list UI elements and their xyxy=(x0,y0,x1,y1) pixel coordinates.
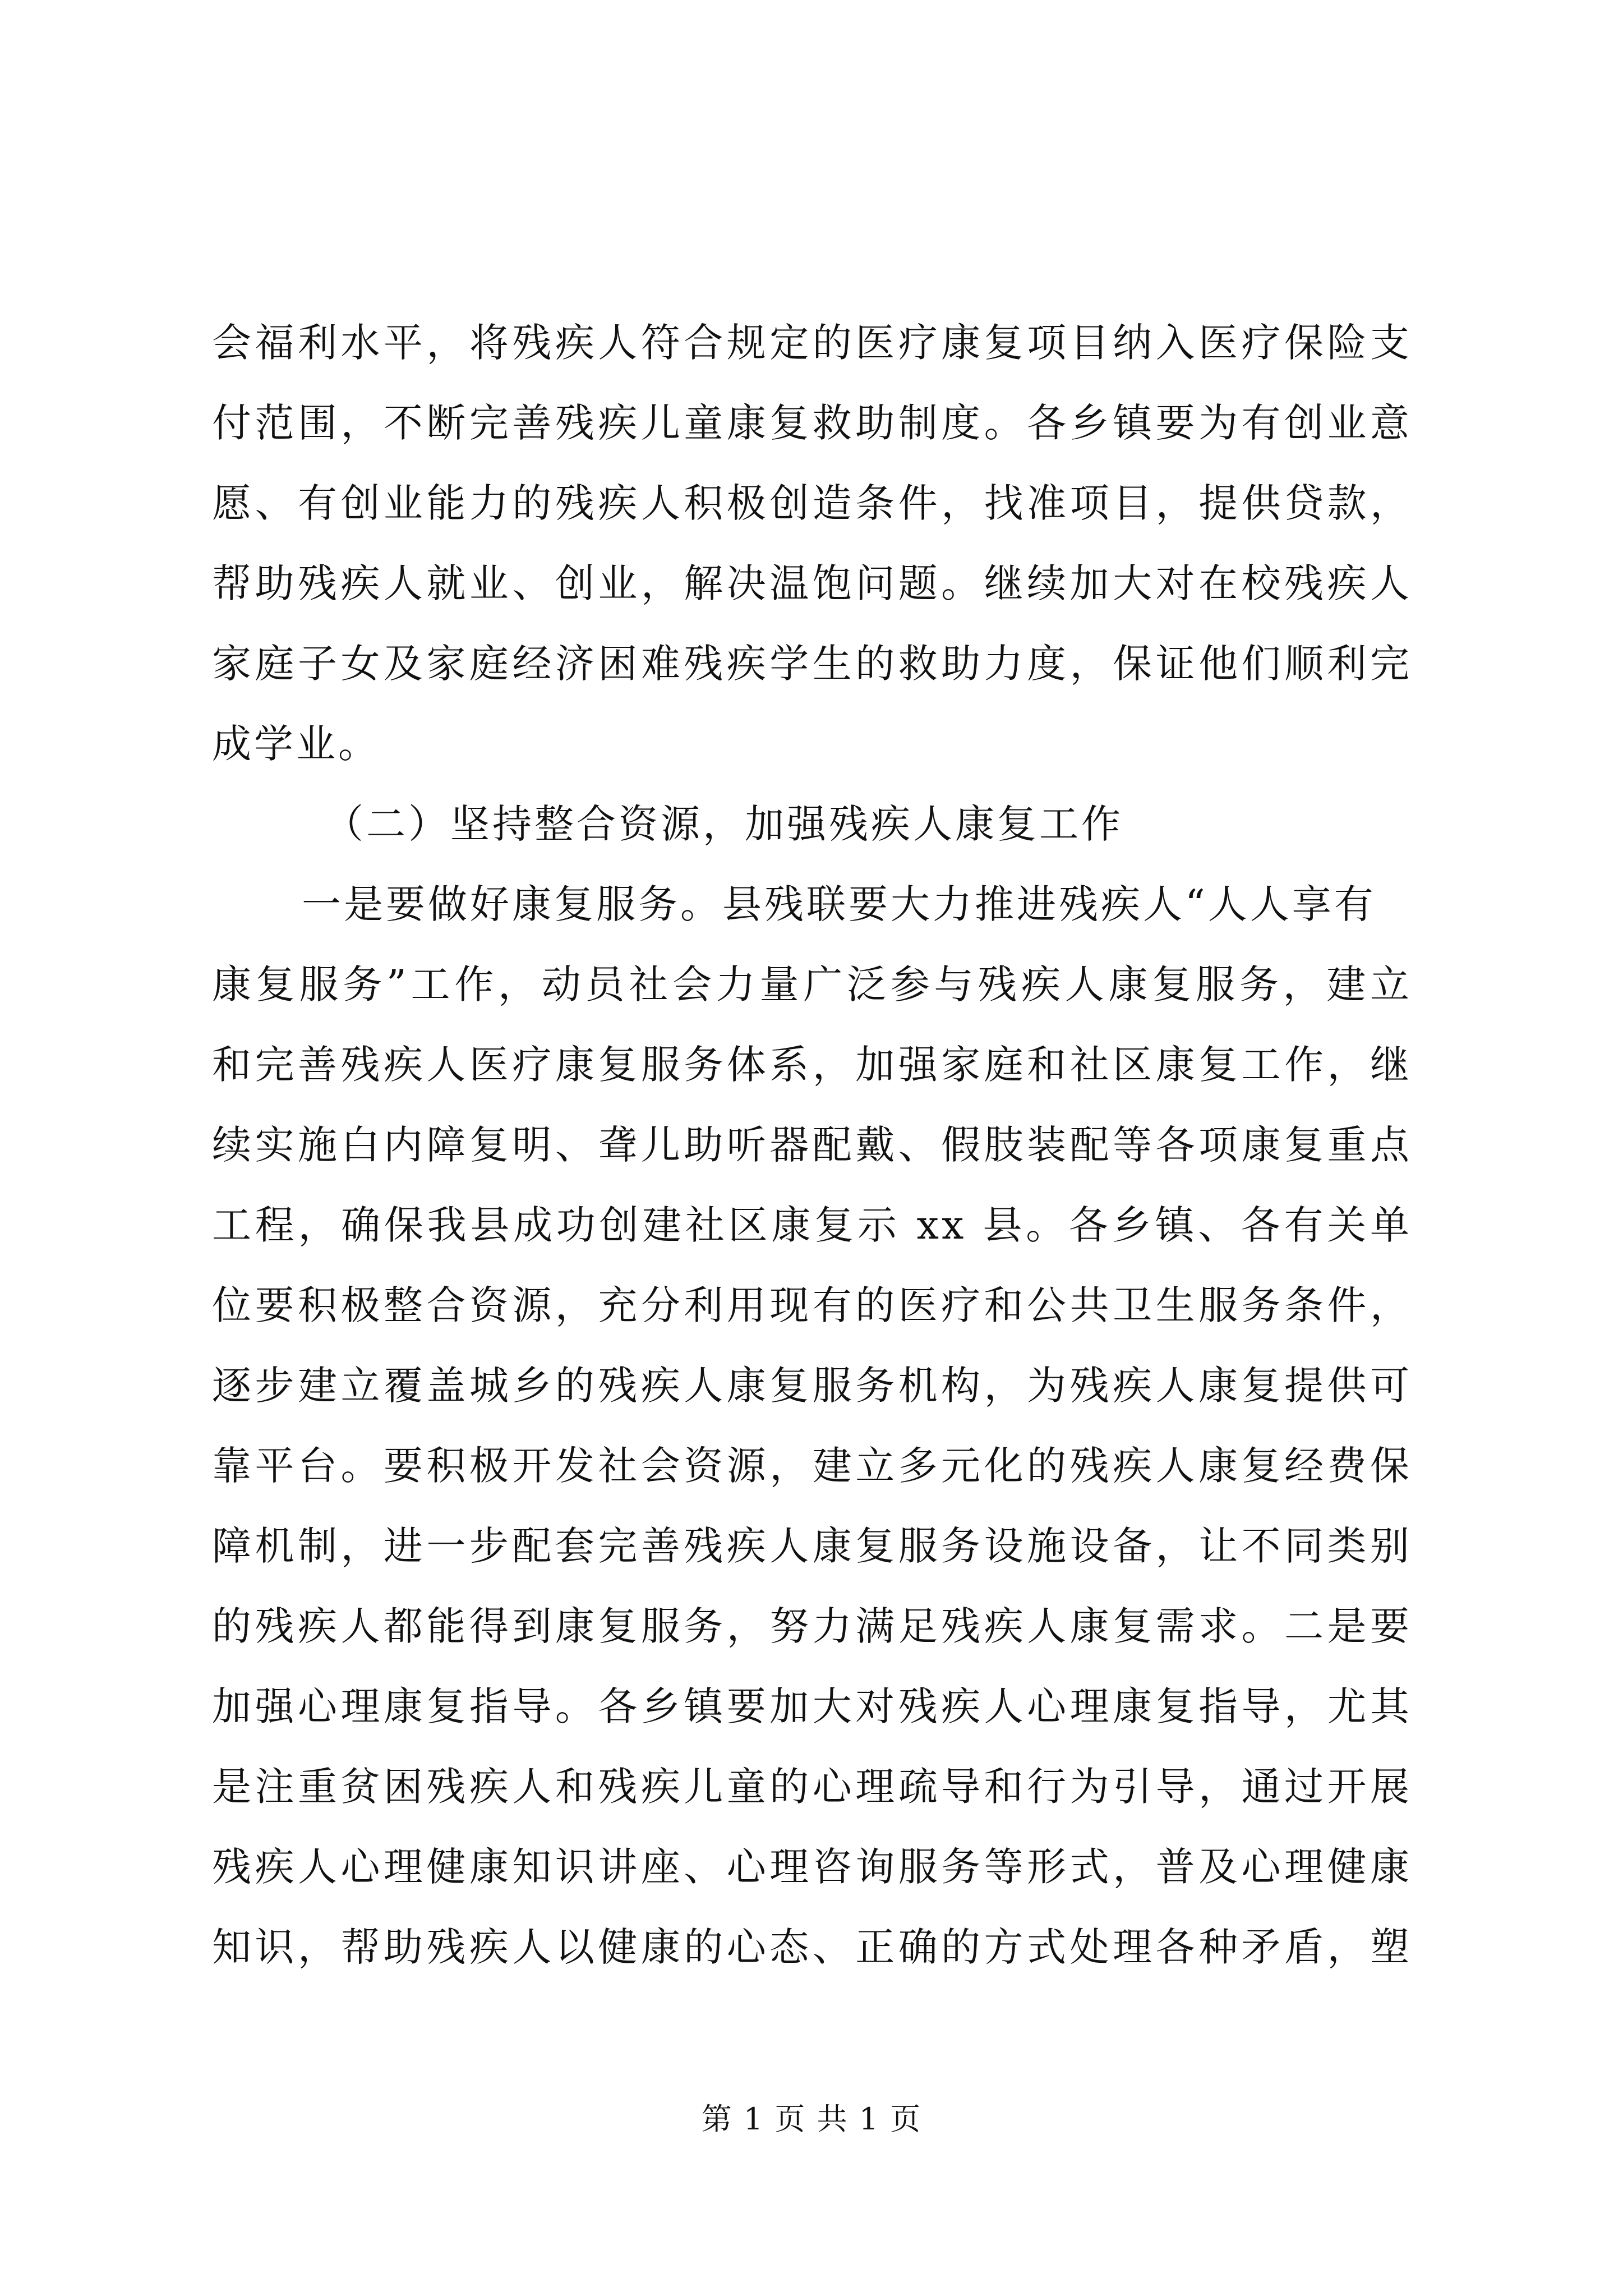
paragraph-line: 付范围，不断完善残疾儿童康复救助制度。各乡镇要为有创业意 xyxy=(212,400,1412,446)
paragraph-line: 残疾人心理健康知识讲座、心理咨询服务等形式，普及心理健康 xyxy=(212,1844,1412,1890)
paragraph-line: 知识，帮助残疾人以健康的心态、正确的方式处理各种矛盾，塑 xyxy=(212,1924,1412,1970)
paragraph-line: 帮助残疾人就业、创业，解决温饱问题。继续加大对在校残疾人 xyxy=(212,560,1412,606)
paragraph-line: 康复服务”工作，动员社会力量广泛参与残疾人康复服务，建立 xyxy=(212,961,1412,1007)
paragraph-line: 逐步建立覆盖城乡的残疾人康复服务机构，为残疾人康复提供可 xyxy=(212,1363,1412,1409)
paragraph-line: 障机制，进一步配套完善残疾人康复服务设施设备，让不同类别 xyxy=(212,1523,1412,1569)
paragraph-line: 续实施白内障复明、聋儿助听器配戴、假肢装配等各项康复重点 xyxy=(212,1122,1412,1168)
paragraph-line: 靠平台。要积极开发社会资源，建立多元化的残疾人康复经费保 xyxy=(212,1443,1412,1489)
paragraph-line: 成学业。 xyxy=(212,721,380,767)
document-body xyxy=(212,303,1412,1987)
paragraph-line: 加强心理康复指导。各乡镇要加大对残疾人心理康复指导，尤其 xyxy=(212,1683,1412,1729)
paragraph-line: 家庭子女及家庭经济困难残疾学生的救助力度，保证他们顺利完 xyxy=(212,641,1412,687)
paragraph-line: 的残疾人都能得到康复服务，努力满足残疾人康复需求。二是要 xyxy=(212,1603,1412,1649)
paragraph-line: 愿、有创业能力的残疾人积极创造条件，找准项目，提供贷款， xyxy=(212,480,1412,526)
paragraph-line: 是注重贫困残疾人和残疾儿童的心理疏导和行为引导，通过开展 xyxy=(212,1764,1412,1810)
paragraph-line: 一是要做好康复服务。县残联要大力推进残疾人“人人享有 xyxy=(302,881,1376,927)
paragraph-line: 位要积极整合资源，充分利用现有的医疗和公共卫生服务条件， xyxy=(212,1282,1412,1328)
page-footer: 第 1 页 共 1 页 xyxy=(701,2101,922,2137)
section-heading: （二）坚持整合资源，加强残疾人康复工作 xyxy=(324,801,1123,847)
paragraph-line: 和完善残疾人医疗康复服务体系，加强家庭和社区康复工作，继 xyxy=(212,1042,1412,1088)
paragraph-line: 会福利水平，将残疾人符合规定的医疗康复项目纳入医疗保险支 xyxy=(212,320,1412,366)
paragraph-line: 工程，确保我县成功创建社区康复示 xx 县。各乡镇、各有关单 xyxy=(212,1202,1412,1248)
